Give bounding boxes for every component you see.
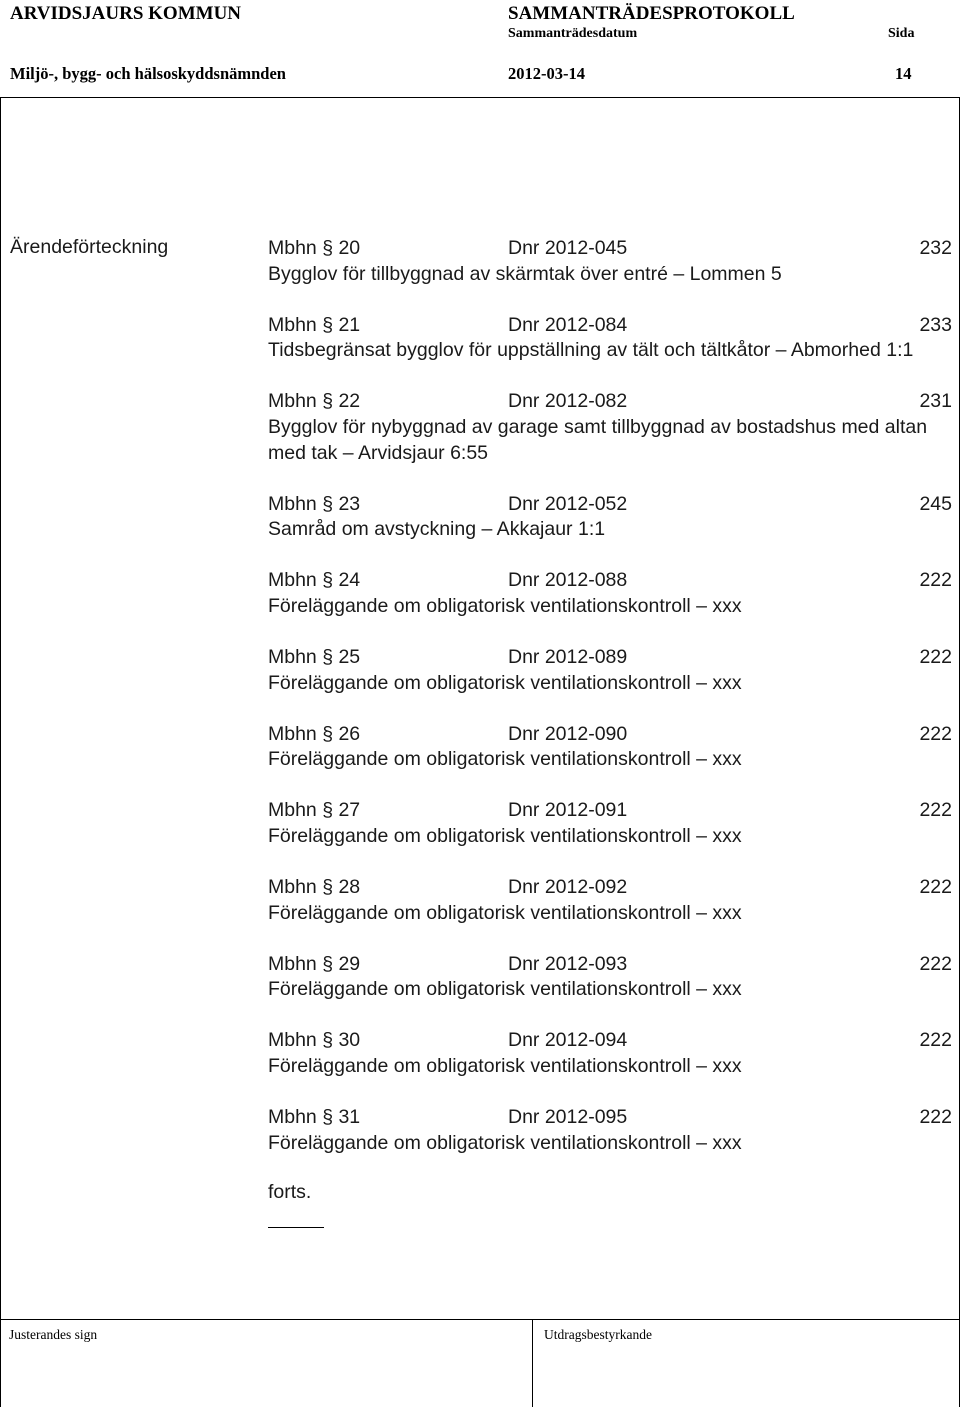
- item-header: [268, 722, 952, 748]
- item-paragraph: Mbhn § 21: [268, 313, 361, 336]
- item-paragraph: Mbhn § 31: [268, 1106, 361, 1129]
- item-header: [268, 798, 952, 824]
- item-dnr: Dnr 2012-092: [508, 876, 628, 899]
- item-dnr: Dnr 2012-088: [508, 569, 628, 592]
- item-header: [268, 1105, 952, 1131]
- item-code: 222: [919, 646, 952, 669]
- footer-utdragsbestyrkande: Utdragsbestyrkande: [544, 1327, 652, 1342]
- continued-rule: [268, 1227, 324, 1228]
- item-header: [268, 1028, 952, 1054]
- item-title: Tidsbegränsat bygglov för uppställning av tält och tältkåtor – Abmorhed 1:1: [268, 339, 914, 362]
- item-title: Föreläggande om obligatorisk ventilationskontroll – xxx: [268, 825, 742, 847]
- item-code: 222: [919, 952, 952, 975]
- item-code: 222: [919, 876, 952, 899]
- item-code: 232: [919, 237, 952, 259]
- item-code: 222: [919, 799, 952, 822]
- footer-divider: [1, 1319, 959, 1320]
- item-code: 222: [919, 569, 952, 592]
- item-dnr: Dnr 2012-045: [508, 237, 628, 259]
- item-header: [268, 645, 952, 671]
- item-header: [268, 875, 952, 901]
- item-dnr: Dnr 2012-094: [508, 1029, 628, 1052]
- item-dnr: Dnr 2012-084: [508, 313, 628, 336]
- item-dnr: Dnr 2012-095: [508, 1106, 628, 1129]
- footer-column-divider: [532, 1319, 533, 1407]
- item-header: [268, 389, 952, 415]
- item-paragraph: Mbhn § 26: [268, 722, 361, 745]
- item-paragraph: Mbhn § 23: [268, 492, 361, 515]
- footer-justerandes-sign: Justerandes sign: [9, 1327, 98, 1342]
- item-header: [268, 952, 952, 978]
- item-paragraph: Mbhn § 30: [268, 1029, 361, 1052]
- item-header: [268, 236, 952, 262]
- item-dnr: Dnr 2012-091: [508, 799, 628, 822]
- section-label: Ärendeförteckning: [10, 236, 169, 258]
- committee-name: Miljö-, bygg- och hälsoskyddsnämnden: [10, 64, 286, 83]
- item-title: Bygglov för nybyggnad av garage samt tillbyggnad av bostadshus med altan med tak – Arvidsjaur 6:55: [268, 415, 928, 464]
- item-paragraph: Mbhn § 20: [268, 237, 361, 259]
- item-title: Föreläggande om obligatorisk ventilationskontroll – xxx: [268, 978, 742, 1001]
- item-title: Föreläggande om obligatorisk ventilationskontroll – xxx: [268, 1055, 742, 1078]
- page-number: 14: [895, 64, 912, 83]
- list-item: [268, 1105, 952, 1156]
- list-item: [268, 952, 952, 1003]
- item-paragraph: Mbhn § 25: [268, 646, 361, 669]
- item-code: 222: [919, 1106, 952, 1129]
- list-item: [268, 568, 952, 619]
- item-paragraph: Mbhn § 24: [268, 569, 361, 592]
- list-item: [268, 492, 952, 543]
- item-paragraph: Mbhn § 22: [268, 390, 361, 413]
- page-label: Sida: [888, 26, 915, 41]
- item-title: Föreläggande om obligatorisk ventilationskontroll – xxx: [268, 594, 742, 617]
- list-item: [268, 645, 952, 696]
- item-code: 222: [919, 1029, 952, 1052]
- document-type: SAMMANTRÄDESPROTOKOLL: [508, 3, 795, 24]
- item-list: [268, 236, 952, 1182]
- item-code: 233: [919, 313, 952, 336]
- date-label: Sammanträdesdatum: [508, 26, 638, 41]
- item-title: Bygglov för tillbyggnad av skärmtak över entré – Lommen 5: [268, 262, 782, 285]
- item-paragraph: Mbhn § 27: [268, 799, 361, 822]
- organization-name: ARVIDSJAURS KOMMUN: [10, 3, 242, 24]
- list-item: [268, 313, 952, 364]
- item-title: Föreläggande om obligatorisk ventilationskontroll – xxx: [268, 748, 742, 771]
- item-dnr: Dnr 2012-090: [508, 722, 628, 745]
- item-title: Föreläggande om obligatorisk ventilationskontroll – xxx: [268, 1131, 742, 1154]
- meeting-date: 2012-03-14: [508, 64, 585, 83]
- item-header: [268, 313, 952, 339]
- list-item: [268, 722, 952, 773]
- item-title: Föreläggande om obligatorisk ventilationskontroll – xxx: [268, 901, 742, 924]
- list-item: [268, 1028, 952, 1079]
- list-item: [268, 798, 952, 849]
- item-title: Föreläggande om obligatorisk ventilationskontroll – xxx: [268, 671, 742, 694]
- item-title: Samråd om avstyckning – Akkajaur 1:1: [268, 518, 606, 541]
- item-header: [268, 492, 952, 518]
- list-item: [268, 389, 952, 466]
- item-paragraph: Mbhn § 29: [268, 952, 361, 975]
- item-dnr: Dnr 2012-082: [508, 390, 628, 413]
- list-item: [268, 236, 952, 287]
- item-code: 222: [919, 722, 952, 745]
- item-dnr: Dnr 2012-093: [508, 952, 628, 975]
- item-header: [268, 568, 952, 594]
- item-dnr: Dnr 2012-052: [508, 492, 628, 515]
- item-code: 231: [919, 390, 952, 413]
- continued-note: forts.: [268, 1181, 312, 1203]
- list-item: [268, 875, 952, 926]
- item-code: 245: [919, 492, 952, 515]
- item-dnr: Dnr 2012-089: [508, 646, 628, 669]
- item-paragraph: Mbhn § 28: [268, 876, 361, 899]
